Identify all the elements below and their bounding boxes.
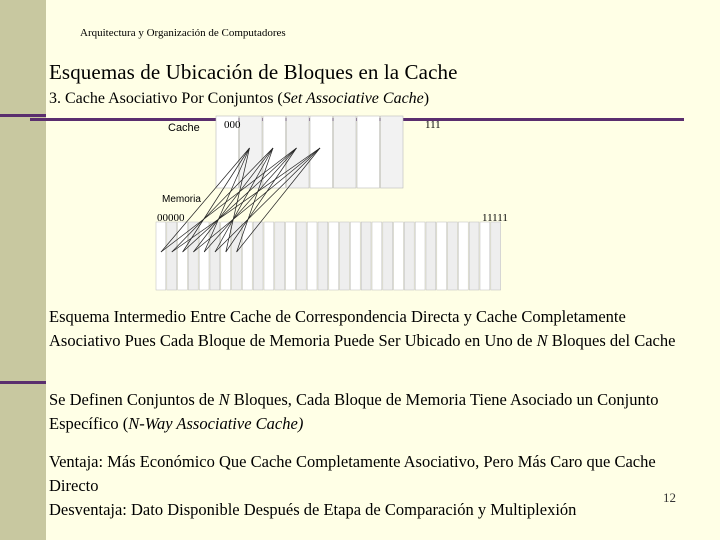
memory-block (253, 222, 263, 290)
cache-blocks (216, 116, 403, 188)
memory-block (286, 222, 296, 290)
cache-block (310, 116, 333, 188)
cache-block (357, 116, 380, 188)
subtitle-suffix: ) (423, 90, 430, 107)
cache-block (263, 116, 286, 188)
memory-block (404, 222, 414, 290)
p2-italic-term: N-Way Associative Cache) (128, 414, 304, 433)
memory-block (210, 222, 220, 290)
p2-text-a: Se Definen Conjuntos de (49, 390, 219, 409)
cache-block (287, 116, 310, 188)
memory-block (426, 222, 436, 290)
memory-block (318, 222, 328, 290)
memory-block (188, 222, 198, 290)
memory-block (415, 222, 425, 290)
cache-last-index: 111 (425, 119, 441, 131)
paragraph-description (49, 305, 699, 353)
cache-mapping-diagram (150, 112, 520, 292)
memory-block (307, 222, 317, 290)
memory-block (264, 222, 274, 290)
memory-block (372, 222, 382, 290)
p2-italic-n: N (218, 390, 230, 409)
p1-text-a: Esquema Intermedio Entre Cache de Correspondencia Directa y Cache Completamente Asociativo Pues Cada Bloque de Memoria Puede Ser Ubicado en Uno de (49, 307, 626, 350)
memory-block (329, 222, 339, 290)
memory-block (480, 222, 490, 290)
p1-text-b: Bloques del Cache (547, 331, 676, 350)
memory-block (350, 222, 360, 290)
memory-blocks (156, 222, 501, 290)
subtitle-prefix: 3. Cache Asociativo Por Conjuntos ( (49, 90, 283, 107)
memory-block (275, 222, 285, 290)
memory-block (156, 222, 166, 290)
memory-block (394, 222, 404, 290)
paragraph-sets (49, 388, 699, 436)
disadvantage-line: Desventaja: Dato Disponible Después de Etapa de Comparación y Multiplexión (49, 500, 577, 519)
sidebar-accent-bottom (0, 381, 46, 384)
memory-block (458, 222, 468, 290)
memory-block (437, 222, 447, 290)
cache-first-index: 000 (224, 119, 241, 131)
memory-last-index: 11111 (482, 212, 508, 224)
cache-label: Cache (168, 122, 200, 134)
p2-text-b: Bloques, Cada Bloque de Memoria Tiene Asociado un Conjunto Específico ( (49, 390, 659, 433)
memory-block (296, 222, 306, 290)
memory-block (167, 222, 177, 290)
course-header: Arquitectura y Organización de Computadores (80, 27, 286, 39)
sidebar-accent-top (0, 114, 46, 117)
slide-title: Esquemas de Ubicación de Bloques en la Cache (49, 60, 458, 84)
page-number: 12 (663, 490, 676, 505)
memory-label: Memoria (162, 194, 201, 205)
memory-block (469, 222, 479, 290)
left-sidebar-band (0, 0, 46, 540)
paragraph-pros-cons (49, 450, 699, 522)
memory-block (491, 222, 501, 290)
memory-block (178, 222, 188, 290)
memory-block (383, 222, 393, 290)
memory-block (232, 222, 242, 290)
p1-italic-n: N (536, 331, 548, 350)
cache-block (334, 116, 357, 188)
advantage-line: Ventaja: Más Económico Que Cache Completamente Asociativo, Pero Más Caro que Cache Directo (49, 452, 656, 495)
memory-first-index: 00000 (157, 212, 185, 224)
cache-block (381, 116, 404, 188)
memory-block (340, 222, 350, 290)
memory-block (448, 222, 458, 290)
slide-subtitle (49, 90, 429, 108)
memory-block (361, 222, 371, 290)
subtitle-italic: Set Associative Cache (282, 90, 424, 107)
